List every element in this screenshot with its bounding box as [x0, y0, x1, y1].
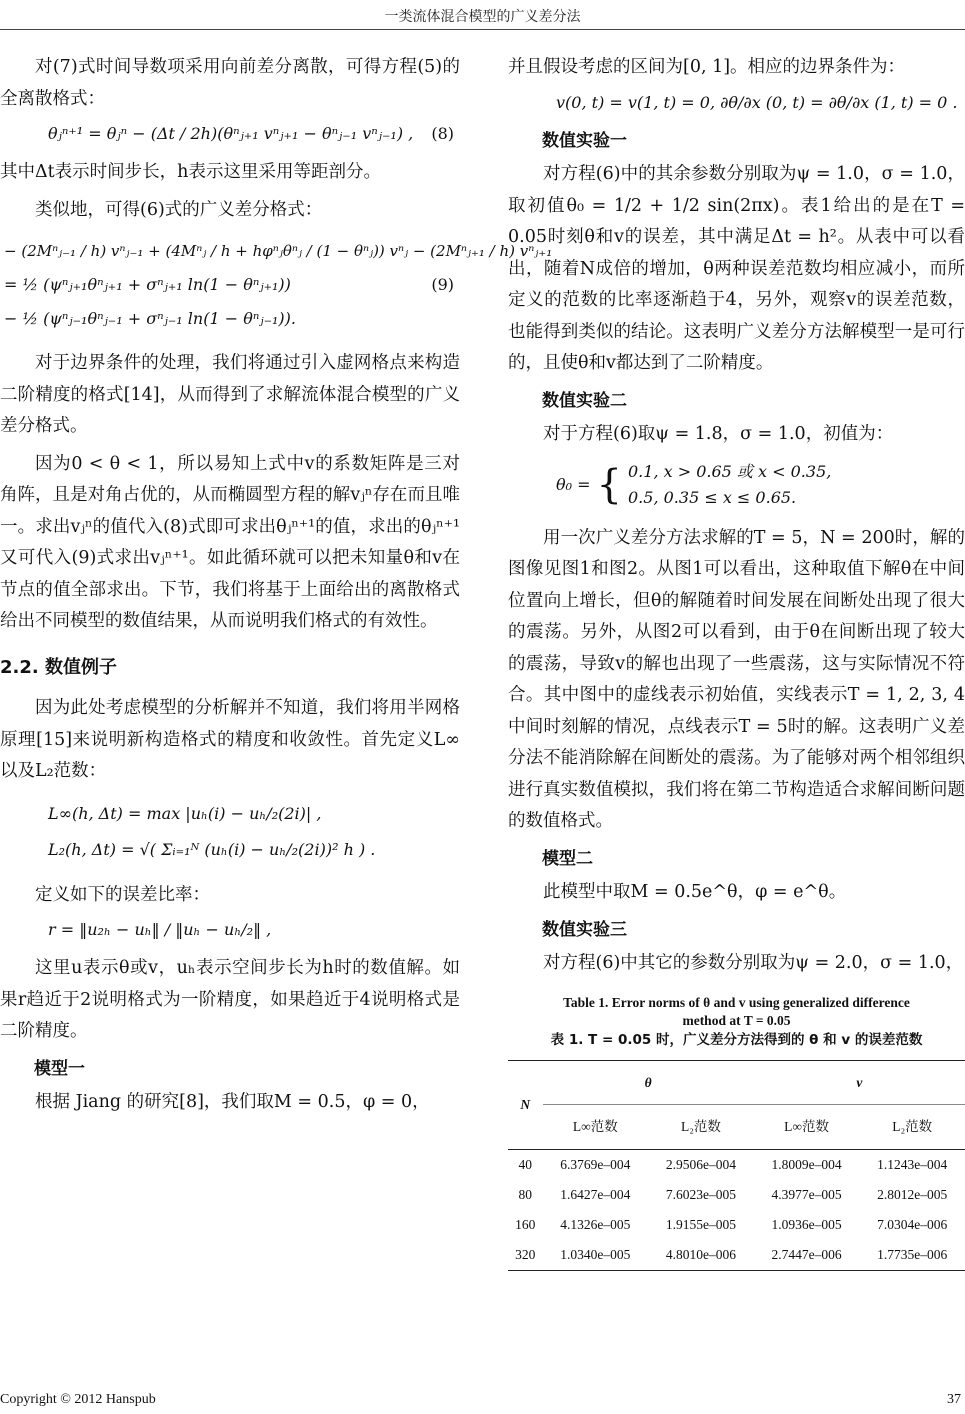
- equation-line: v(0, t) = v(1, t) = 0, ∂θ/∂x (0, t) = ∂θ/∂x (1, t) = 0 .: [556, 92, 958, 112]
- table-cell: 1.1243e–004: [877, 1156, 948, 1172]
- table-row: [508, 1240, 965, 1271]
- copyright: Copyright © 2012 Hanspub: [0, 1392, 156, 1407]
- paragraph: 对方程(6)中其它的参数分别取为ψ = 2.0，σ = 1.0，: [543, 953, 964, 973]
- subheading: 数值实验三: [542, 919, 627, 940]
- table-cell: 40: [518, 1156, 533, 1172]
- table-cell: 2.9506e–004: [665, 1156, 737, 1172]
- equation-number: (9): [431, 275, 454, 294]
- col-header-n: N: [508, 1060, 543, 1149]
- table-cell: 1.0936e–005: [771, 1216, 842, 1232]
- table-cell: 1.8009e–004: [771, 1156, 842, 1172]
- paragraph: 并且假设考虑的区间为[0, 1]。相应的边界条件为：: [508, 57, 906, 77]
- paragraph: 根据 Jiang 的研究[8]，我们取M = 0.5，φ = 0，: [35, 1092, 430, 1112]
- table-cell: 1.6427e–004: [560, 1186, 631, 1202]
- header-rule: [0, 29, 965, 30]
- paragraph: 对(7)式时间导数项采用向前差分离散，可得方程(5)的全离散格式：: [0, 57, 460, 109]
- equation-norms: [0, 796, 460, 868]
- paragraph: 因为0 < θ < 1，所以易知上式中v的系数矩阵是三对角阵，且是对角占优的，从而椭圆型方程的解vⱼⁿ存在而且唯一。求出vⱼⁿ的值代入(8)式即可求出θⱼⁿ⁺¹的值，求出的θⱼⁿ⁺¹又可代入(9)式求出vⱼⁿ⁺¹。如此循环就可以把未知量θ和v在节点的值全部求出。下节，我们将基于上面给出的离散格式给出不同模型的数值结果，从而说明我们格式的有效性。: [0, 453, 460, 631]
- table-cell: 1.9155e–005: [665, 1216, 737, 1232]
- section-heading: 2.2. 数值例子: [0, 656, 117, 678]
- paragraph: 对于边界条件的处理，我们将通过引入虚网格点来构造二阶精度的格式[14]，从而得到了求解流体混合模型的广义差分格式。: [0, 353, 460, 436]
- paragraph: 定义如下的误差比率：: [35, 884, 210, 905]
- left-column: [0, 52, 553, 1125]
- table-cell: 1.0340e–005: [543, 1240, 649, 1271]
- sub-header: L₂范数: [859, 1105, 965, 1150]
- table-cell: 4.1326e–005: [560, 1216, 631, 1232]
- table-cell: 4.8010e–006: [648, 1240, 754, 1271]
- sub-header: L∞范数: [754, 1105, 860, 1150]
- table-cell: 80: [518, 1186, 533, 1202]
- paragraph: 此模型中取M = 0.5e^θ，φ = e^θ。: [543, 882, 847, 902]
- caption-line: method at T = 0.05: [682, 1012, 791, 1028]
- equation-line: L∞(h, Δt) = max |uₕ(i) − uₕ/₂(2i)| ,: [48, 803, 322, 823]
- table-row: [508, 1180, 965, 1210]
- subheading: 数值实验二: [542, 390, 627, 411]
- sub-header: L∞范数: [543, 1105, 649, 1150]
- paragraph: 对方程(6)中的其余参数分别取为ψ = 1.0，σ = 1.0，取初值θ₀ = 1/2 + 1/2 sin(2πx)。表1给出的是在T = 0.05时刻θ和v的误差，其中满足Δt = h²。从表中可以看出，随着N成倍的增加，θ两种误差范数均相应减小，而所定义的范数的比率逐渐趋于4，另外，观察v的误差范数，也能得到类似的结论。这表明广义差分方法解模型一是可行的，且使θ和v都达到了二阶精度。: [508, 164, 965, 373]
- equation-line: − (2Mⁿⱼ₋₁ / h) vⁿⱼ₋₁ + (4Mⁿⱼ / h + hφⁿⱼθⁿⱼ / (1 − θⁿⱼ)) vⁿⱼ − (2Mⁿⱼ₊₁ / h) vⁿⱼ₊₁: [4, 242, 553, 260]
- equation-line: − ½ (ψⁿⱼ₋₁θⁿⱼ₋₁ + σⁿⱼ₋₁ ln(1 − θⁿⱼ₋₁)).: [4, 309, 296, 328]
- col-header-v: v: [754, 1060, 965, 1105]
- table-cell: 4.3977e–005: [771, 1186, 842, 1202]
- brace: {: [596, 461, 622, 508]
- table-row: [508, 1210, 965, 1240]
- table-cell: 320: [508, 1240, 543, 1271]
- paragraph: 这里u表示θ或v，uₕ表示空间步长为h时的数值解。如果r趋近于2说明格式为一阶精度，如果趋近于4说明格式是二阶精度。: [0, 958, 460, 1041]
- table-cell: 6.3769e–004: [560, 1156, 631, 1172]
- paragraph: 因为此处考虑模型的分析解并不知道，我们将用半网格原理[15]来说明新构造格式的精度和收敛性。首先定义L∞以及L₂范数：: [0, 698, 460, 781]
- table-cell: 7.0304e–006: [877, 1216, 948, 1232]
- case-line: 0.5, 0.35 ≤ x ≤ 0.65.: [628, 487, 797, 507]
- running-title: 一类流体混合模型的广义差分法: [384, 9, 581, 25]
- error-table: [508, 1060, 965, 1271]
- equation-line: θⱼⁿ⁺¹ = θⱼⁿ − (Δt / 2h)(θⁿⱼ₊₁ vⁿⱼ₊₁ − θⁿⱼ₋₁ vⁿⱼ₋₁) ,: [48, 124, 414, 143]
- table-cell: 7.6023e–005: [665, 1186, 737, 1202]
- equation-boundary: [508, 92, 965, 114]
- equation-line: r = ‖u₂ₕ − uₕ‖ / ‖uₕ − uₕ/₂‖ ,: [48, 920, 272, 939]
- subheading: 数值实验一: [542, 130, 627, 151]
- sub-header: L₂范数: [648, 1105, 754, 1150]
- equation-initial: [508, 459, 965, 511]
- table-cell: 160: [515, 1216, 536, 1232]
- subheading: 模型二: [542, 848, 593, 869]
- caption-line: Table 1. Error norms of θ and v using generalized difference: [563, 994, 910, 1010]
- table-cell: 1.7735e–006: [859, 1240, 965, 1271]
- paragraph: 其中Δt表示时间步长，h表示这里采用等距剖分。: [0, 162, 381, 182]
- page-number: 37: [947, 1392, 961, 1407]
- cases: [628, 459, 831, 511]
- table-caption-en: [508, 994, 965, 1030]
- paragraph: 对于方程(6)取ψ = 1.8，σ = 1.0，初值为：: [543, 424, 894, 444]
- equation-9: [0, 234, 553, 336]
- table-row: [508, 1149, 965, 1180]
- table-caption-zh: 表 1. T = 0.05 时，广义差分方法得到的 θ 和 v 的误差范数: [550, 1031, 923, 1048]
- equation-ratio: [0, 919, 460, 941]
- paragraph: 用一次广义差分方法求解的T = 5，N = 200时，解的图像见图1和图2。从图1可以看出，这种取值下解θ在中间位置向上增长，但θ的解随着时间发展在间断处出现了很大的震荡。另外，从图2可以看到，由于θ在间断出现了较大的震荡，导致v的解也出现了一些震荡，这与实际情况不符合。其中图中的虚线表示初始值，实线表示T = 1, 2, 3, 4中间时刻解的情况，点线表示T = 5时的解。这表明广义差分法不能消除解在间断处的震荡。为了能够对两个相邻组织进行真实数值模拟，我们将在第二节构造适合求解间断问题的数值格式。: [508, 527, 965, 831]
- paragraph: 类似地，可得(6)式的广义差分格式：: [35, 199, 323, 220]
- equation-number: (8): [431, 124, 454, 143]
- equation-8: [0, 123, 460, 145]
- equation-lhs: θ₀ =: [556, 474, 591, 494]
- col-header-theta: θ: [543, 1060, 754, 1105]
- subheading: 模型一: [34, 1058, 85, 1079]
- equation-line: L₂(h, Δt) = √( Σᵢ₌₁ᴺ (uₕ(i) − uₕ/₂(2i))² h ) .: [48, 839, 376, 859]
- table-cell: 2.7447e–006: [754, 1240, 860, 1271]
- case-line: 0.1, x > 0.65 或 x < 0.35,: [628, 461, 832, 481]
- right-column: [508, 52, 965, 1271]
- equation-line: = ½ (ψⁿⱼ₊₁θⁿⱼ₊₁ + σⁿⱼ₊₁ ln(1 − θⁿⱼ₊₁)): [4, 275, 291, 294]
- table-cell: 2.8012e–005: [877, 1186, 948, 1202]
